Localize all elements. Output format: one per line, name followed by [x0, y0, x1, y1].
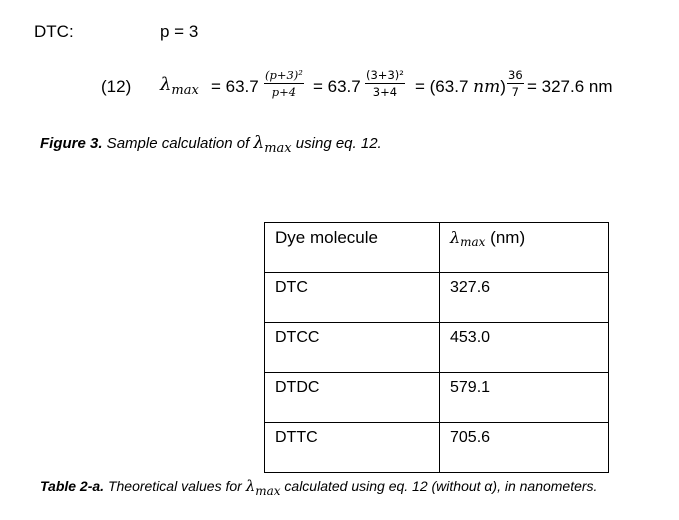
fraction-general: $\frac{\text{(p+3)²}}{p+4}$	[265, 68, 303, 99]
lambda-max-symbol: $\lambda_{max}$	[160, 74, 199, 98]
column-header-dye: Dye molecule	[265, 223, 440, 273]
equation-number: (12)	[101, 77, 132, 96]
lambda-max-table	[264, 222, 609, 473]
fraction-36-7: $\frac{36}{7}$	[508, 68, 523, 99]
table-row	[265, 423, 609, 473]
equation-result: = 327.6 nm	[527, 77, 613, 96]
lambda-value-cell: 453.0	[440, 323, 609, 373]
equals-63-7-nm: = (63.7 nm)	[415, 77, 506, 97]
lambda-value-cell: 579.1	[440, 373, 609, 423]
column-header-lambda: λmax (nm)	[440, 223, 609, 273]
table-caption: Table 2-a. Theoretical values for λmax calculated using eq. 12 (without α), in nanometers.	[40, 477, 598, 498]
table-row	[265, 273, 609, 323]
equals-63-7-a: = 63.7	[211, 77, 259, 96]
table-row	[265, 323, 609, 373]
table-row	[265, 373, 609, 423]
dye-name-cell: DTTC	[265, 423, 440, 473]
dye-name-cell: DTDC	[265, 373, 440, 423]
dtc-heading: DTC:	[34, 22, 74, 41]
table-header-row	[265, 223, 609, 273]
lambda-value-cell: 705.6	[440, 423, 609, 473]
lambda-value-cell: 327.6	[440, 273, 609, 323]
equation-12	[0, 68, 679, 116]
dye-name-cell: DTCC	[265, 323, 440, 373]
dye-name-cell: DTC	[265, 273, 440, 323]
parameter-p: p = 3	[160, 22, 199, 41]
figure-caption: Figure 3. Sample calculation of λmax using eq. 12.	[40, 133, 382, 156]
fraction-substituted: $\frac{\text{(3+3)²}}{3+4}$	[366, 68, 404, 99]
equals-63-7-b: = 63.7	[313, 77, 361, 96]
